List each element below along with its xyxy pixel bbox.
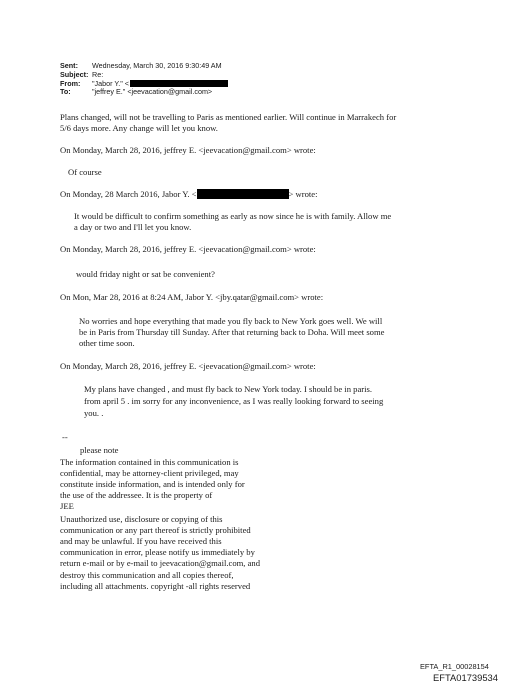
subject-row (60, 71, 228, 80)
to-row (60, 88, 228, 97)
to-label: To: (60, 87, 71, 97)
footer-ref-2: EFTA01739534 (433, 672, 498, 683)
quote-2-line-1: It would be difficult to confirm something as early as now since he is with family. Allow me (74, 211, 392, 221)
disclaimer-line: constitute inside information, and is intended only for (60, 479, 245, 489)
sent-label: Sent: (60, 61, 78, 70)
disclaimer-line: return e-mail or by e-mail to jeevacation@gmail.com, and (60, 558, 261, 568)
disclaimer-line: confidential, may be attorney-client privileged, may (60, 468, 239, 478)
quote-text-3: would friday night or sat be convenient? (76, 269, 215, 279)
from-label: From: (60, 78, 81, 88)
quote-4-line-3: other time soon. (79, 338, 135, 348)
quote-4-line-2: be in Paris from Thursday till Sunday. After that returning back to Doha. Will meet some (79, 327, 385, 337)
from-value: "Jabor Y." < (92, 78, 130, 88)
quote-5-line-3: you. . (84, 408, 104, 418)
footer-ref-1: EFTA_R1_00028154 (420, 662, 489, 671)
message-line-2: 5/6 days more. Any change will let you know. (60, 123, 218, 133)
email-redaction (197, 189, 289, 199)
message-line-1: Plans changed, will not be travelling to Paris as mentioned earlier. Will continue in Marrakech for (60, 112, 397, 122)
quote-header-2 (60, 189, 317, 200)
disclaimer-line: the use of the addressee. It is the property of (60, 490, 213, 500)
disclaimer-line: communication or any part thereof is strictly prohibited (60, 525, 251, 535)
quote-5-line-1: My plans have changed , and must fly back to New York today. I should be in paris. (84, 384, 372, 394)
please-note: please note (80, 445, 119, 455)
quote-header-5: On Monday, March 28, 2016, jeffrey E. <jeevacation@gmail.com> wrote: (60, 361, 316, 371)
quote-4-line-1: No worries and hope everything that made you fly back to New York goes well. We will (79, 316, 383, 326)
quote-5-line-2: from april 5 . im sorry for any inconvenience, as I was really looking forward to seeing (84, 396, 384, 406)
to-value: "jeffrey E." <jeevacation@gmail.com> (92, 87, 213, 97)
disclaimer-line: including all attachments. copyright -all rights reserved (60, 581, 251, 591)
quote-header-2-before: On Monday, 28 March 2016, Jabor Y. < (60, 189, 197, 199)
subject-value: Re: (92, 69, 104, 79)
subject-label: Subject: (60, 69, 89, 79)
disclaimer-line: communication in error, please notify us immediately by (60, 547, 255, 557)
quote-header-1: On Monday, March 28, 2016, jeffrey E. <jeevacation@gmail.com> wrote: (60, 145, 316, 155)
disclaimer-line: Unauthorized use, disclosure or copying of this (60, 514, 223, 524)
quote-header-4: On Mon, Mar 28, 2016 at 8:24 AM, Jabor Y. <jby.qatar@gmail.com> wrote: (60, 292, 324, 302)
disclaimer-line: The information contained in this communication is (60, 457, 239, 467)
disclaimer-line: destroy this communication and all copies thereof, (60, 570, 234, 580)
disclaimer-line: JEE (60, 501, 74, 511)
quote-2-line-2: a day or two and I'll let you know. (74, 222, 192, 232)
quote-header-3: On Monday, March 28, 2016, jeffrey E. <jeevacation@gmail.com> wrote: (60, 244, 316, 254)
sent-value: Wednesday, March 30, 2016 9:30:49 AM (92, 61, 222, 70)
quote-header-2-after: > wrote: (288, 189, 318, 199)
email-header (60, 62, 228, 97)
disclaimer-line: and may be unlawful. If you have received this (60, 536, 222, 546)
signature-dashes: -- (62, 432, 68, 442)
quote-text-1: Of course (68, 167, 102, 177)
